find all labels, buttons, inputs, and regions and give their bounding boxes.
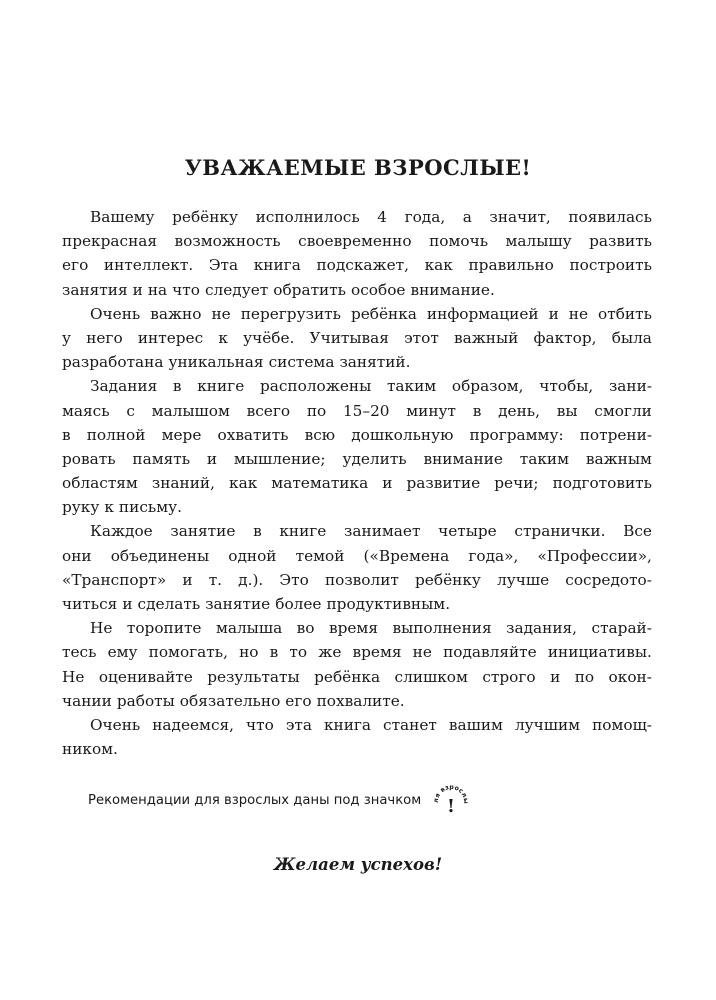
paragraph-line: Очень важно не перегрузить ребёнка информацией и не отбить	[90, 304, 652, 323]
paragraph-line: областям знаний, как математика и развитие речи; подготовить	[62, 474, 652, 493]
adults-badge-mark: !	[447, 796, 456, 817]
paragraph-line: прекрасная возможность своевременно помочь малышу развить	[62, 232, 652, 251]
adults-badge-svg	[431, 778, 471, 818]
paragraph-line: читься и сделать занятие более продуктивным.	[62, 595, 451, 613]
paragraph	[62, 519, 652, 616]
paragraph-line: занятия и на что следует обратить особое внимание.	[62, 280, 495, 299]
paragraph-line: у него интерес к учёбе. Учитывая этот важный фактор, была	[62, 328, 652, 347]
paragraph-line: Не торопите малыша во время выполнения задания, старай-	[90, 619, 652, 638]
paragraph-line: в полной мере охватить всю дошкольную программу: потрени-	[62, 425, 652, 444]
paragraph-line: Не оценивайте результаты ребёнка слишком строго и по окон-	[62, 667, 652, 686]
paragraph-line: разработана уникальная система занятий.	[62, 353, 411, 372]
paragraph-line: чании работы обязательно его похвалите.	[62, 691, 405, 710]
paragraph	[62, 205, 652, 302]
paragraph-line: Очень надеемся, что эта книга станет вашим лучшим помощ-	[90, 715, 652, 734]
body-text	[62, 205, 652, 761]
closing-wish: Желаем успехов!	[273, 855, 443, 874]
paragraph-line: ником.	[62, 740, 118, 759]
paragraph-line: тесь ему помогать, но в то же время не подавляйте инициативы.	[62, 643, 652, 662]
paragraph-line: Задания в книге расположены таким образом, чтобы, зани-	[90, 377, 652, 396]
paragraph-line: его интеллект. Эта книга подскажет, как правильно построить	[62, 256, 652, 275]
paragraph-line: руку к письму.	[62, 498, 182, 517]
adults-badge-icon	[431, 778, 471, 818]
paragraph	[62, 616, 652, 713]
paragraph-line: «Транспорт» и т. д.). Это позволит ребёнку лучше сосредото-	[62, 570, 652, 589]
recommendation-note-text: Рекомендации для взрослых даны под значком	[88, 792, 422, 808]
paragraph-line: они объединены одной темой («Времена года», «Профессии»,	[62, 546, 652, 565]
paragraph-line: маясь с малышом всего по 15–20 минут в день, вы смогли	[62, 401, 652, 420]
paragraph	[62, 374, 652, 519]
paragraph-line: ровать память и мышление; уделить внимание таким важным	[62, 449, 652, 468]
paragraph-line: Вашему ребёнку исполнилось 4 года, а значит, появилась	[90, 208, 652, 226]
paragraph	[62, 713, 652, 761]
paragraph-line: Каждое занятие в книге занимает четыре странички. Все	[90, 522, 652, 541]
page-title: УВАЖАЕМЫЕ ВЗРОСЛЫЕ!	[184, 155, 532, 180]
recommendation-note	[88, 782, 471, 818]
paragraph	[62, 302, 652, 375]
adults-badge-text: ля взрослы	[433, 783, 470, 805]
